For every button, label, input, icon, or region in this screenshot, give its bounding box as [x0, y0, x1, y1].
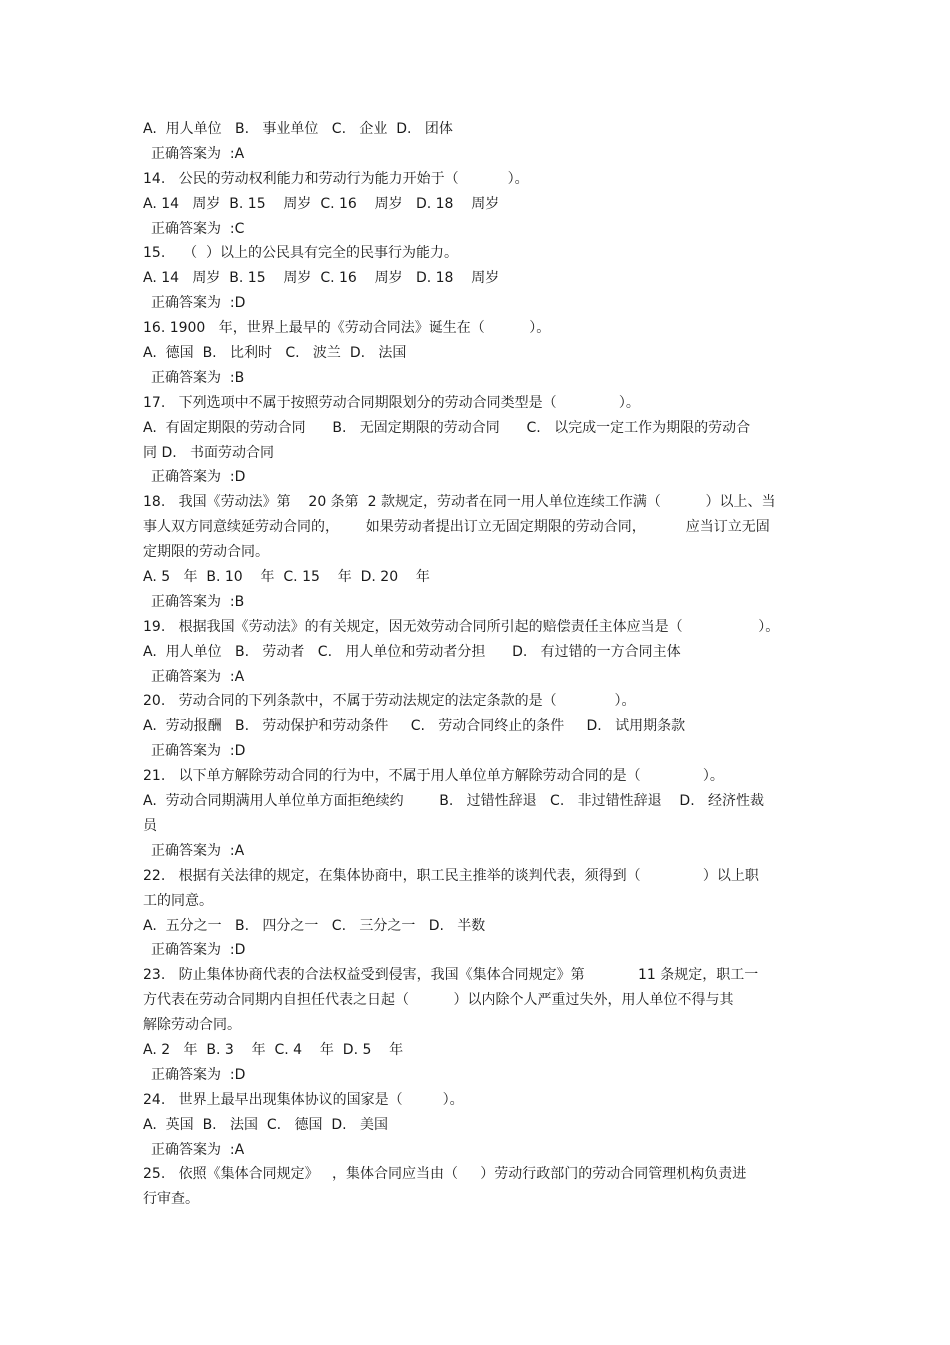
- question-line: 25. 依照《集体合同规定》 ，集体合同应当由（ ）劳动行政部门的劳动合同管理机构负责进: [143, 1166, 747, 1183]
- options-line: A. 用人单位 B. 事业单位 C. 企业 D. 团体: [143, 121, 453, 137]
- question-line: 方代表在劳动合同期内自担任代表之日起（ ）以内除个人严重过失外，用人单位不得与其: [143, 992, 734, 1009]
- options-line: A. 14 周岁 B. 15 周岁 C. 16 周岁 D. 18 周岁: [143, 270, 500, 287]
- options-line: A. 五分之一 B. 四分之一 C. 三分之一 D. 半数: [143, 917, 486, 934]
- question-line: 22. 根据有关法律的规定，在集体协商中，职工民主推举的谈判代表，须得到（ ）以上职: [143, 867, 759, 884]
- answer-line: 正确答案为 :D: [151, 1066, 246, 1083]
- question-line: 工的同意。: [143, 892, 213, 909]
- answer-line: 正确答案为 :D: [151, 942, 246, 959]
- answer-line: 正确答案为 :A: [151, 842, 245, 859]
- options-line: A. 5 年 B. 10 年 C. 15 年 D. 20 年: [143, 569, 430, 586]
- question-line: 解除劳动合同。: [143, 1017, 241, 1034]
- question-line: 24. 世界上最早出现集体协议的国家是（ ）。: [143, 1091, 464, 1108]
- question-line: 16. 1900 年，世界上最早的《劳动合同法》诞生在（ ）。: [143, 320, 551, 337]
- question-line: 14. 公民的劳动权利能力和劳动行为能力开始于（ ）。: [143, 170, 529, 187]
- question-line: 事人双方同意续延劳动合同的， 如果劳动者提出订立无固定期限的劳动合同， 应当订立无固: [143, 519, 770, 536]
- answer-line: 正确答案为 :C: [151, 220, 245, 237]
- question-line: 17. 下列选项中不属于按照劳动合同期限划分的劳动合同类型是（ ）。: [143, 394, 640, 411]
- options-line: A. 劳动合同期满用人单位单方面拒绝续约 B. 过错性辞退 C. 非过错性辞退 D. 经济性裁: [143, 793, 764, 810]
- options-line: A. 14 周岁 B. 15 周岁 C. 16 周岁 D. 18 周岁: [143, 195, 500, 212]
- answer-line: 正确答案为 :D: [151, 295, 246, 312]
- options-line: 同 D. 书面劳动合同: [143, 444, 275, 461]
- question-line: 19. 根据我国《劳动法》的有关规定，因无效劳动合同所引起的赔偿责任主体应当是（ ）。: [143, 618, 780, 635]
- answer-line: 正确答案为 :D: [151, 743, 246, 760]
- answer-line: 正确答案为 :A: [151, 668, 245, 685]
- question-line: 23. 防止集体协商代表的合法权益受到侵害，我国《集体合同规定》第 11 条规定，职工一: [143, 967, 759, 984]
- options-line: 员: [143, 817, 157, 834]
- answer-line: 正确答案为 :A: [151, 1141, 245, 1158]
- options-line: A. 英国 B. 法国 C. 德国 D. 美国: [143, 1116, 388, 1133]
- answer-line: 正确答案为 :B: [151, 369, 245, 386]
- answer-line: 正确答案为 :A: [151, 145, 245, 162]
- question-line: 21. 以下单方解除劳动合同的行为中，不属于用人单位单方解除劳动合同的是（ ）。: [143, 768, 724, 785]
- options-line: A. 有固定期限的劳动合同 B. 无固定期限的劳动合同 C. 以完成一定工作为期限的劳动合: [143, 419, 751, 436]
- question-line: 18. 我国《劳动法》第 20 条第 2 款规定，劳动者在同一用人单位连续工作满（ ）以上、当: [143, 494, 776, 511]
- question-list: [143, 117, 813, 1212]
- options-line: A. 用人单位 B. 劳动者 C. 用人单位和劳动者分担 D. 有过错的一方合同主体: [143, 643, 681, 660]
- answer-line: 正确答案为 :B: [151, 593, 245, 610]
- options-line: A. 劳动报酬 B. 劳动保护和劳动条件 C. 劳动合同终止的条件 D. 试用期条款: [143, 718, 686, 735]
- question-line: 20. 劳动合同的下列条款中，不属于劳动法规定的法定条款的是（ ）。: [143, 693, 636, 710]
- question-line: 行审查。: [143, 1191, 199, 1208]
- options-line: A. 德国 B. 比利时 C. 波兰 D. 法国: [143, 345, 407, 362]
- question-line: 15. （ ）以上的公民具有完全的民事行为能力。: [143, 245, 458, 262]
- options-line: A. 2 年 B. 3 年 C. 4 年 D. 5 年: [143, 1041, 404, 1058]
- question-line: 定期限的劳动合同。: [143, 544, 269, 561]
- answer-line: 正确答案为 :D: [151, 469, 246, 486]
